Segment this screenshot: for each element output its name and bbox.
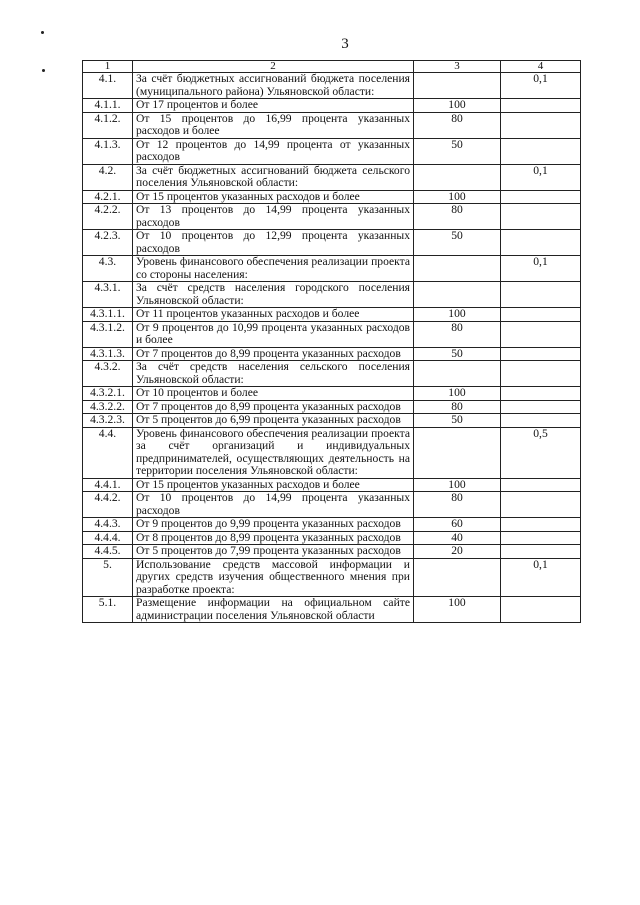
row-description: От 8 процентов до 8,99 процента указанных расходов [133, 531, 414, 545]
row-score [414, 427, 501, 478]
page-number: 3 [341, 36, 349, 52]
row-score: 80 [414, 112, 501, 138]
row-weight [501, 99, 581, 113]
row-number: 4.1.3. [83, 138, 133, 164]
row-weight [501, 112, 581, 138]
row-score: 80 [414, 492, 501, 518]
row-score [414, 256, 501, 282]
table-body [83, 73, 581, 623]
row-weight [501, 400, 581, 414]
table-row [83, 282, 581, 308]
row-description: За счёт средств населения сельского поселения Ульяновской области: [133, 361, 414, 387]
row-weight [501, 282, 581, 308]
row-number: 4.4.5. [83, 545, 133, 559]
row-description: От 11 процентов указанных расходов и более [133, 308, 414, 322]
row-weight [501, 545, 581, 559]
row-description: От 15 процентов до 16,99 процента указанных расходов и более [133, 112, 414, 138]
row-score: 50 [414, 230, 501, 256]
row-weight [501, 414, 581, 428]
row-weight [501, 478, 581, 492]
criteria-table [82, 60, 581, 623]
row-weight [501, 597, 581, 623]
row-score: 100 [414, 308, 501, 322]
row-number: 4.4.4. [83, 531, 133, 545]
row-description: От 7 процентов до 8,99 процента указанных расходов [133, 400, 414, 414]
row-number: 4.4.3. [83, 518, 133, 532]
row-description: Использование средств массовой информации и других средств изучения общественного мнения при разработке проекта: [133, 558, 414, 597]
table-row [83, 361, 581, 387]
table-row [83, 256, 581, 282]
row-number: 4.1.1. [83, 99, 133, 113]
row-number: 4.4. [83, 427, 133, 478]
row-description: За счёт бюджетных ассигнований бюджета сельского поселения Ульяновской области: [133, 164, 414, 190]
row-weight [501, 492, 581, 518]
row-number: 4.2. [83, 164, 133, 190]
table-row [83, 99, 581, 113]
row-score: 100 [414, 597, 501, 623]
row-score: 100 [414, 190, 501, 204]
header-col-2: 2 [133, 61, 414, 73]
row-description: От 10 процентов до 12,99 процента указанных расходов [133, 230, 414, 256]
row-description: От 17 процентов и более [133, 99, 414, 113]
row-number: 4.3.1.3. [83, 347, 133, 361]
table-row [83, 518, 581, 532]
row-score [414, 558, 501, 597]
row-number: 4.2.2. [83, 204, 133, 230]
row-description: За счёт средств населения городского поселения Ульяновской области: [133, 282, 414, 308]
row-score: 50 [414, 414, 501, 428]
row-score: 100 [414, 99, 501, 113]
row-description: От 7 процентов до 8,99 процента указанных расходов [133, 347, 414, 361]
row-description: Уровень финансового обеспечения реализации проекта со стороны населения: [133, 256, 414, 282]
header-col-1: 1 [83, 61, 133, 73]
row-score [414, 282, 501, 308]
table-row [83, 164, 581, 190]
table-row [83, 321, 581, 347]
row-number: 4.4.2. [83, 492, 133, 518]
row-weight: 0,1 [501, 164, 581, 190]
row-weight [501, 190, 581, 204]
row-weight [501, 138, 581, 164]
row-number: 4.3.2.1. [83, 387, 133, 401]
row-number: 5. [83, 558, 133, 597]
row-weight [501, 321, 581, 347]
row-number: 4.3.2.2. [83, 400, 133, 414]
row-score: 40 [414, 531, 501, 545]
margin-dot-1 [41, 31, 44, 34]
row-weight: 0,1 [501, 73, 581, 99]
row-weight [501, 531, 581, 545]
row-description: От 9 процентов до 9,99 процента указанных расходов [133, 518, 414, 532]
row-weight [501, 308, 581, 322]
table-row [83, 531, 581, 545]
table-header-row [83, 61, 581, 73]
row-number: 4.3. [83, 256, 133, 282]
table-row [83, 387, 581, 401]
row-description: От 15 процентов указанных расходов и более [133, 478, 414, 492]
row-number: 5.1. [83, 597, 133, 623]
row-score: 80 [414, 204, 501, 230]
row-number: 4.1.2. [83, 112, 133, 138]
row-number: 4.3.1.2. [83, 321, 133, 347]
row-weight: 0,1 [501, 256, 581, 282]
table-row [83, 492, 581, 518]
row-number: 4.3.2.3. [83, 414, 133, 428]
row-score: 80 [414, 400, 501, 414]
header-col-4: 4 [501, 61, 581, 73]
header-col-3: 3 [414, 61, 501, 73]
row-weight [501, 518, 581, 532]
row-weight [501, 204, 581, 230]
row-description: От 5 процентов до 7,99 процента указанных расходов [133, 545, 414, 559]
row-score [414, 73, 501, 99]
row-weight [501, 230, 581, 256]
table-row [83, 558, 581, 597]
row-score [414, 361, 501, 387]
row-description: От 5 процентов до 6,99 процента указанных расходов [133, 414, 414, 428]
table-row [83, 190, 581, 204]
table-row [83, 347, 581, 361]
row-number: 4.2.3. [83, 230, 133, 256]
row-score: 100 [414, 387, 501, 401]
row-number: 4.2.1. [83, 190, 133, 204]
table-row [83, 597, 581, 623]
margin-dot-2 [42, 69, 45, 72]
table-row [83, 308, 581, 322]
table-row [83, 204, 581, 230]
row-number: 4.1. [83, 73, 133, 99]
table-row [83, 545, 581, 559]
row-weight [501, 361, 581, 387]
row-description: От 15 процентов указанных расходов и более [133, 190, 414, 204]
row-score [414, 164, 501, 190]
row-description: От 9 процентов до 10,99 процента указанных расходов и более [133, 321, 414, 347]
table-row [83, 400, 581, 414]
row-number: 4.4.1. [83, 478, 133, 492]
row-weight: 0,5 [501, 427, 581, 478]
row-description: Размещение информации на официальном сайте администрации поселения Ульяновской области [133, 597, 414, 623]
table-row [83, 112, 581, 138]
table-row [83, 478, 581, 492]
row-number: 4.3.2. [83, 361, 133, 387]
row-score: 20 [414, 545, 501, 559]
row-description: От 10 процентов и более [133, 387, 414, 401]
row-description: От 10 процентов до 14,99 процента указанных расходов [133, 492, 414, 518]
table-row [83, 230, 581, 256]
table-row [83, 138, 581, 164]
table-row [83, 414, 581, 428]
row-description: От 12 процентов до 14,99 процента от указанных расходов [133, 138, 414, 164]
row-score: 60 [414, 518, 501, 532]
row-weight: 0,1 [501, 558, 581, 597]
row-weight [501, 347, 581, 361]
row-number: 4.3.1. [83, 282, 133, 308]
row-number: 4.3.1.1. [83, 308, 133, 322]
row-weight [501, 387, 581, 401]
row-score: 50 [414, 347, 501, 361]
row-description: От 13 процентов до 14,99 процента указанных расходов [133, 204, 414, 230]
row-score: 80 [414, 321, 501, 347]
table-row [83, 427, 581, 478]
row-description: Уровень финансового обеспечения реализации проекта за счёт организаций и индивидуальных предпринимателей, осуществляющих деятельность на территории поселения Ульяновской области: [133, 427, 414, 478]
row-description: За счёт бюджетных ассигнований бюджета поселения (муниципального района) Ульяновской области: [133, 73, 414, 99]
row-score: 100 [414, 478, 501, 492]
table-row [83, 73, 581, 99]
row-score: 50 [414, 138, 501, 164]
